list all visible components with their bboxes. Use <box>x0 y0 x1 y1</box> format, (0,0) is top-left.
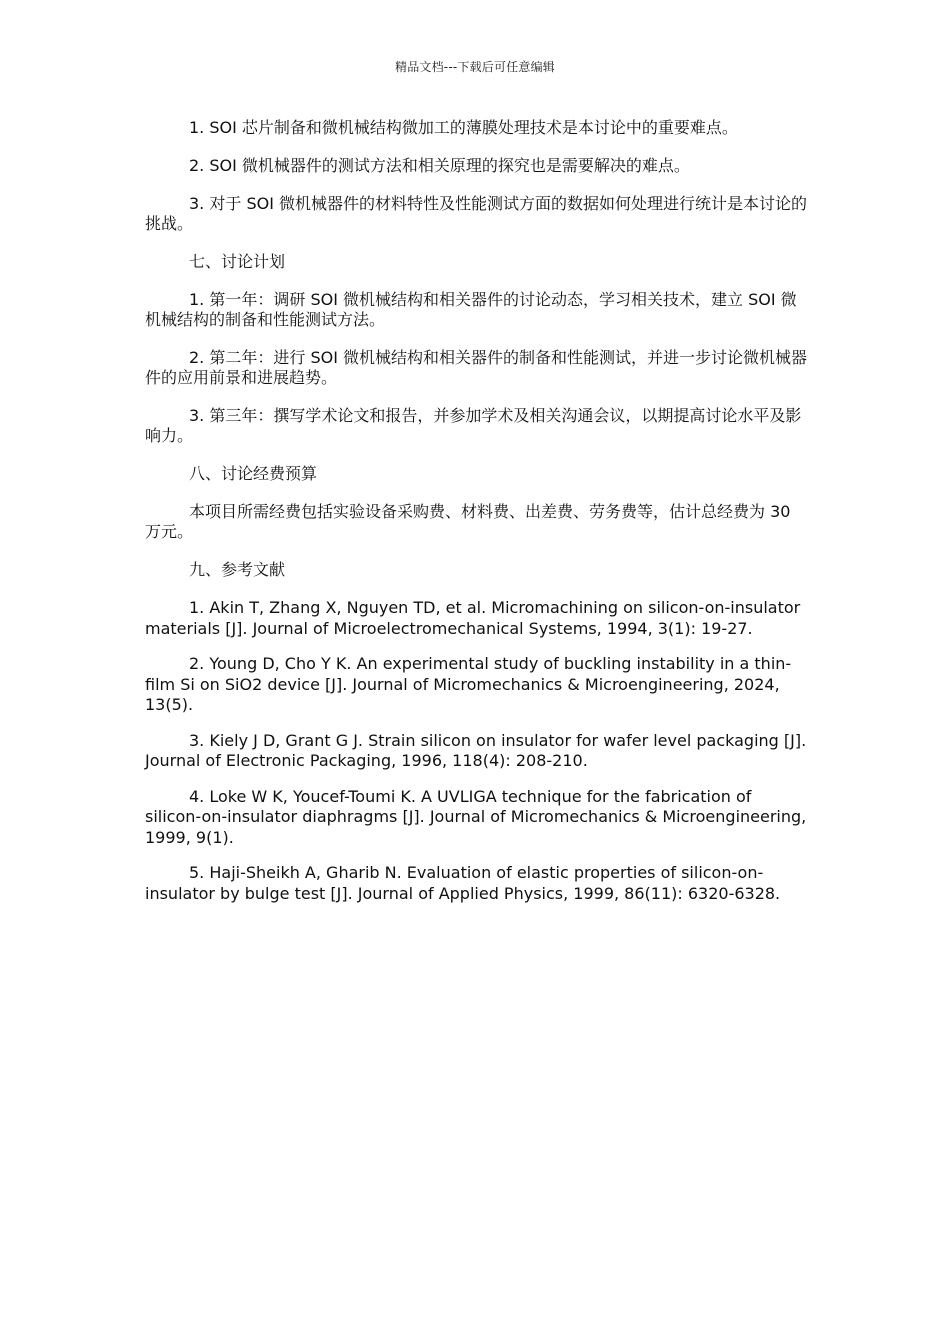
reference-item-1: 1. Akin T, Zhang X, Nguyen TD, et al. Micromachining on silicon-on-insulator materials [J]. Journal of Microelectromechanical Systems, 1994, 3(1): 19-27. <box>145 598 801 638</box>
reference-item-3: 3. Kiely J D, Grant G J. Strain silicon on insulator for wafer level packaging [J]. Journal of Electronic Packaging, 1996, 118(4): 208-210. <box>145 730 807 770</box>
reference-item-2: 2. Young D, Cho Y K. An experimental study of buckling instability in a thin-film Si on SiO2 device [J]. Journal of Micromechanics & Microengineering, 2024, 13(5). <box>145 654 792 714</box>
difficulty-item-1: 1. SOI 芯片制备和微机械结构微加工的薄膜处理技术是本讨论中的重要难点。 <box>189 118 738 137</box>
section-heading-references: 九、参考文献 <box>189 560 286 579</box>
reference-item-5: 5. Haji-Sheikh A, Gharib N. Evaluation of elastic properties of silicon-on-insulator by bulge test [J]. Journal of Applied Physics, 1999, 86(11): 6320-6328. <box>145 863 781 903</box>
plan-item-year-1: 1. 第一年：调研 SOI 微机械结构和相关器件的讨论动态，学习相关技术，建立 SOI 微机械结构的制备和性能测试方法。 <box>145 290 797 329</box>
page-header: 精品文档---下载后可任意编辑 <box>395 60 555 74</box>
plan-item-year-3: 3. 第三年：撰写学术论文和报告，并参加学术及相关沟通会议，以期提高讨论水平及影响力。 <box>145 406 802 445</box>
document-body <box>145 118 807 919</box>
budget-paragraph: 本项目所需经费包括实验设备采购费、材料费、出差费、劳务费等，估计总经费为 30 万元。 <box>145 502 791 541</box>
section-heading-plan: 七、讨论计划 <box>189 252 286 271</box>
difficulty-item-3: 3. 对于 SOI 微机械器件的材料特性及性能测试方面的数据如何处理进行统计是本讨论的挑战。 <box>145 194 807 233</box>
section-heading-budget: 八、讨论经费预算 <box>189 464 318 483</box>
reference-item-4: 4. Loke W K, Youcef-Toumi K. A UVLIGA technique for the fabrication of silicon-on-insulator diaphragms [J]. Journal of Micromechanics & Microengineering, 1999, 9(1). <box>145 786 807 847</box>
plan-item-year-2: 2. 第二年：进行 SOI 微机械结构和相关器件的制备和性能测试，并进一步讨论微机械器件的应用前景和进展趋势。 <box>145 348 807 387</box>
difficulty-item-2: 2. SOI 微机械器件的测试方法和相关原理的探究也是需要解决的难点。 <box>189 156 690 175</box>
